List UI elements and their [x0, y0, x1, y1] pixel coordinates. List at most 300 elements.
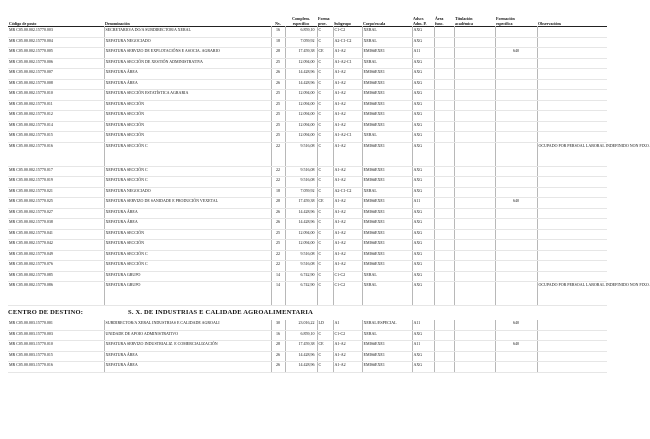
- header-area: Área func.: [435, 16, 444, 26]
- table-row: [8, 58, 607, 69]
- cell-nivel: 22: [271, 166, 285, 177]
- cell-corpo: EMIS#EXE1: [362, 166, 412, 177]
- table-row: [8, 198, 607, 209]
- table-row: [8, 132, 607, 143]
- cell-forma: CE: [317, 341, 333, 352]
- cell-titulacion: [454, 229, 495, 240]
- cell-area: [434, 261, 454, 272]
- cell-forma: C: [317, 69, 333, 80]
- cell-formacion: 640: [495, 341, 537, 352]
- cell-nivel: 30: [271, 320, 285, 330]
- cell-adscricion: AXG: [412, 229, 434, 240]
- cell-corpo: EMIS#EXE1: [362, 362, 412, 373]
- cell-codigo: MR C05.00.002.15770.042: [8, 240, 104, 251]
- cell-corpo: EMIS#EXE1: [362, 219, 412, 230]
- cell-titulacion: [454, 198, 495, 209]
- cell-formacion: [495, 208, 537, 219]
- cell-corpo: EMIS#EXE1: [362, 208, 412, 219]
- cell-denominacion: XEFATURA SECCIÓN: [104, 229, 271, 240]
- cell-corpo: EMIS#EXE1: [362, 90, 412, 101]
- cell-corpo: EMIS#EXE1: [362, 240, 412, 251]
- cell-subgrupo: A1: [333, 320, 362, 330]
- cell-codigo: MR C05.00.002.15770.011: [8, 100, 104, 111]
- cell-titulacion: [454, 48, 495, 59]
- cell-codigo: MR C05.00.002.15770.085: [8, 271, 104, 282]
- cell-forma: C: [317, 79, 333, 90]
- cell-formacion: [495, 362, 537, 373]
- cell-denominacion: XEFATURA SERVIZO DE EXPLOTACIÓNS E ASOCIA. AGRARIO: [104, 48, 271, 59]
- cell-area: [434, 320, 454, 330]
- cell-adscricion: AXG: [412, 351, 434, 362]
- cell-formacion: [495, 111, 537, 122]
- cell-area: [434, 69, 454, 80]
- cell-forma: LD: [317, 320, 333, 330]
- table-row: [8, 320, 607, 330]
- cell-observacions: [537, 90, 607, 101]
- cell-area: [434, 27, 454, 38]
- cell-titulacion: [454, 330, 495, 341]
- cell-observacions: [537, 198, 607, 209]
- cell-codigo: MR C05.00.002.15770.008: [8, 79, 104, 90]
- cell-area: [434, 351, 454, 362]
- cell-subgrupo: C1-C2: [333, 330, 362, 341]
- cell-complemento: 23.016,22: [285, 320, 317, 330]
- cell-corpo: XERAL: [362, 282, 412, 306]
- cell-observacions: [537, 121, 607, 132]
- cell-complemento: 17.459,38: [285, 48, 317, 59]
- cell-formacion: [495, 132, 537, 143]
- posts-table-bottom: [8, 320, 607, 373]
- centro-destino-heading: [8, 306, 607, 320]
- cell-denominacion: XEFATURA ÁREA: [104, 219, 271, 230]
- cell-formacion: 640: [495, 48, 537, 59]
- cell-codigo: MR C05.00.002.15770.086: [8, 282, 104, 306]
- header-observacions: Observacións: [538, 21, 562, 26]
- cell-complemento: 7.059,92: [285, 187, 317, 198]
- cell-nivel: 25: [271, 121, 285, 132]
- header-complemento: Complem. específico: [292, 16, 310, 26]
- cell-nivel: 26: [271, 219, 285, 230]
- cell-adscricion: AXG: [412, 166, 434, 177]
- cell-formacion: [495, 187, 537, 198]
- cell-titulacion: [454, 142, 495, 166]
- cell-subgrupo: A1-A2: [333, 166, 362, 177]
- header-forma: Forma prov.: [318, 16, 330, 26]
- cell-complemento: 12.094,00: [285, 240, 317, 251]
- cell-titulacion: [454, 187, 495, 198]
- cell-adscricion: AXG: [412, 250, 434, 261]
- cell-complemento: 14.428,96: [285, 79, 317, 90]
- cell-observacions: [537, 48, 607, 59]
- cell-corpo: XERAL/ESPECIAL: [362, 320, 412, 330]
- cell-formacion: [495, 250, 537, 261]
- cell-complemento: 14.428,96: [285, 362, 317, 373]
- table-row: [8, 261, 607, 272]
- cell-subgrupo: C1-C2: [333, 27, 362, 38]
- cell-complemento: 14.428,96: [285, 351, 317, 362]
- cell-denominacion: XEFATURA SERVIZO DE SANIDADE E PRODUCIÓN VEXETAL: [104, 198, 271, 209]
- cell-codigo: MR C05.00.003.15770.015: [8, 351, 104, 362]
- cell-denominacion: XEFATURA GRUPO: [104, 271, 271, 282]
- cell-formacion: [495, 121, 537, 132]
- cell-nivel: 18: [271, 187, 285, 198]
- cell-observacions: [537, 240, 607, 251]
- cell-subgrupo: A2-C1-C2: [333, 187, 362, 198]
- cell-nivel: 22: [271, 142, 285, 166]
- table-row: [8, 48, 607, 59]
- cell-area: [434, 219, 454, 230]
- cell-titulacion: [454, 320, 495, 330]
- cell-corpo: XERAL: [362, 58, 412, 69]
- cell-subgrupo: A1-A2: [333, 111, 362, 122]
- cell-forma: C: [317, 132, 333, 143]
- cell-observacions: [537, 79, 607, 90]
- cell-observacions: [537, 330, 607, 341]
- cell-observacions: [537, 271, 607, 282]
- cell-corpo: EMIS#EXE1: [362, 100, 412, 111]
- cell-codigo: MR C05.00.002.15770.027: [8, 208, 104, 219]
- cell-denominacion: XEFATURA ÁREA: [104, 362, 271, 373]
- cell-area: [434, 121, 454, 132]
- cell-titulacion: [454, 79, 495, 90]
- cell-nivel: 28: [271, 198, 285, 209]
- cell-nivel: 16: [271, 330, 285, 341]
- cell-titulacion: [454, 132, 495, 143]
- cell-titulacion: [454, 27, 495, 38]
- cell-adscricion: AXG: [412, 261, 434, 272]
- cell-denominacion: SECRETARIO/A DO/A SUBDIRECTOR/A XERAL: [104, 27, 271, 38]
- cell-titulacion: [454, 351, 495, 362]
- cell-nivel: 28: [271, 341, 285, 352]
- table-row: [8, 250, 607, 261]
- cell-observacions: [537, 208, 607, 219]
- cell-observacions: [537, 177, 607, 188]
- cell-titulacion: [454, 208, 495, 219]
- cell-formacion: [495, 282, 537, 306]
- cell-nivel: 22: [271, 250, 285, 261]
- cell-codigo: MR C05.00.002.15770.005: [8, 48, 104, 59]
- cell-subgrupo: A1-A2-C1: [333, 58, 362, 69]
- cell-denominacion: XEFATURA GRUPO: [104, 282, 271, 306]
- cell-formacion: [495, 229, 537, 240]
- cell-adscricion: AXG: [412, 79, 434, 90]
- table-row: [8, 166, 607, 177]
- cell-area: [434, 282, 454, 306]
- cell-forma: C: [317, 37, 333, 48]
- cell-codigo: MR C05.00.002.15770.021: [8, 187, 104, 198]
- cell-nivel: 25: [271, 90, 285, 101]
- cell-formacion: [495, 27, 537, 38]
- cell-denominacion: XEFATURA SECCIÓN C: [104, 166, 271, 177]
- cell-corpo: XERAL: [362, 37, 412, 48]
- cell-denominacion: XEFATURA SECCIÓN C: [104, 261, 271, 272]
- cell-denominacion: XEFATURA NEGOCIADO: [104, 187, 271, 198]
- cell-titulacion: [454, 261, 495, 272]
- cell-codigo: MR C05.00.003.15770.001: [8, 320, 104, 330]
- cell-nivel: 14: [271, 282, 285, 306]
- cell-forma: C: [317, 187, 333, 198]
- cell-corpo: XERAL: [362, 330, 412, 341]
- cell-codigo: MR C05.00.002.15770.076: [8, 261, 104, 272]
- cell-complemento: 14.428,96: [285, 69, 317, 80]
- cell-complemento: 9.516,08: [285, 250, 317, 261]
- cell-complemento: 14.428,96: [285, 208, 317, 219]
- table-row: [8, 282, 607, 306]
- cell-titulacion: [454, 37, 495, 48]
- cell-subgrupo: A1-A2: [333, 341, 362, 352]
- cell-forma: C: [317, 100, 333, 111]
- cell-corpo: EMIS#EXE1: [362, 177, 412, 188]
- cell-formacion: [495, 240, 537, 251]
- cell-corpo: EMIS#EXE1: [362, 351, 412, 362]
- cell-formacion: 640: [495, 198, 537, 209]
- cell-observacions: [537, 250, 607, 261]
- cell-area: [434, 79, 454, 90]
- cell-area: [434, 250, 454, 261]
- cell-observacions: [537, 111, 607, 122]
- cell-area: [434, 132, 454, 143]
- cell-formacion: [495, 177, 537, 188]
- table-row: [8, 341, 607, 352]
- cell-formacion: 640: [495, 320, 537, 330]
- cell-area: [434, 166, 454, 177]
- cell-complemento: 9.516,08: [285, 142, 317, 166]
- cell-nivel: 22: [271, 261, 285, 272]
- cell-complemento: 6.859,10: [285, 330, 317, 341]
- cell-corpo: EMIS#EXE1: [362, 250, 412, 261]
- cell-denominacion: XEFATURA SECCIÓN C: [104, 177, 271, 188]
- cell-denominacion: XEFATURA ÁREA: [104, 69, 271, 80]
- cell-denominacion: XEFATURA SECCIÓN: [104, 240, 271, 251]
- cell-nivel: 26: [271, 69, 285, 80]
- cell-formacion: [495, 219, 537, 230]
- table-row: [8, 187, 607, 198]
- cell-observacions: [537, 187, 607, 198]
- cell-adscricion: AXG: [412, 111, 434, 122]
- cell-adscricion: AXG: [412, 58, 434, 69]
- cell-adscricion: AXG: [412, 100, 434, 111]
- cell-subgrupo: A1-A2: [333, 142, 362, 166]
- header-formacion: Formación específica: [496, 16, 515, 26]
- cell-observacions: [537, 219, 607, 230]
- cell-codigo: MR C05.00.002.15770.017: [8, 166, 104, 177]
- cell-denominacion: XEFATURA SECCIÓN: [104, 100, 271, 111]
- cell-area: [434, 362, 454, 373]
- cell-complemento: 12.094,00: [285, 121, 317, 132]
- cell-subgrupo: A1-A2: [333, 90, 362, 101]
- cell-observacions: [537, 351, 607, 362]
- cell-codigo: MR C05.00.003.15770.003: [8, 330, 104, 341]
- cell-denominacion: UNIDADE DE APOIO ADMINISTRATIVO: [104, 330, 271, 341]
- header-denominacion: Denominación: [105, 21, 130, 26]
- cell-observacions: OCUPADO POR PERSOAL LABORAL INDEFINIDO NON FIXO.: [537, 282, 607, 306]
- table-row: [8, 330, 607, 341]
- cell-forma: C: [317, 271, 333, 282]
- cell-denominacion: XEFATURA ÁREA: [104, 351, 271, 362]
- table-body-top: [8, 27, 650, 306]
- cell-nivel: 25: [271, 58, 285, 69]
- cell-adscricion: AXG: [412, 208, 434, 219]
- header-corpo: Corpo/escala: [363, 21, 386, 26]
- cell-corpo: EMIS#EXE1: [362, 69, 412, 80]
- cell-corpo: XERAL: [362, 271, 412, 282]
- cell-codigo: MR C05.00.003.15770.016: [8, 362, 104, 373]
- table-row: [8, 37, 607, 48]
- cell-area: [434, 90, 454, 101]
- cell-codigo: MR C05.00.002.15770.012: [8, 111, 104, 122]
- cell-area: [434, 229, 454, 240]
- cell-complemento: 12.094,00: [285, 229, 317, 240]
- cell-nivel: 26: [271, 351, 285, 362]
- cell-complemento: 6.742,90: [285, 271, 317, 282]
- cell-area: [434, 240, 454, 251]
- cell-area: [434, 187, 454, 198]
- cell-adscricion: AXG: [412, 219, 434, 230]
- cell-codigo: MR C05.00.002.15770.016: [8, 142, 104, 166]
- table-row: [8, 240, 607, 251]
- cell-observacions: [537, 27, 607, 38]
- cell-area: [434, 37, 454, 48]
- cell-denominacion: XEFATURA ÁREA: [104, 208, 271, 219]
- cell-area: [434, 142, 454, 166]
- cell-forma: C: [317, 121, 333, 132]
- cell-subgrupo: A1-A2: [333, 121, 362, 132]
- cell-titulacion: [454, 100, 495, 111]
- cell-titulacion: [454, 90, 495, 101]
- cell-complemento: 12.094,00: [285, 132, 317, 143]
- cell-observacions: [537, 100, 607, 111]
- cell-adscricion: AXG: [412, 362, 434, 373]
- cell-corpo: XERAL: [362, 187, 412, 198]
- cell-adscricion: AXG: [412, 69, 434, 80]
- cell-titulacion: [454, 250, 495, 261]
- cell-forma: C: [317, 250, 333, 261]
- cell-forma: C: [317, 261, 333, 272]
- cell-complemento: 12.094,00: [285, 90, 317, 101]
- table-row: [8, 351, 607, 362]
- cell-formacion: [495, 351, 537, 362]
- cell-area: [434, 341, 454, 352]
- cell-titulacion: [454, 177, 495, 188]
- cell-adscricion: AXG: [412, 282, 434, 306]
- cell-subgrupo: A1-A2-C1: [333, 132, 362, 143]
- cell-denominacion: SUBDIRECTOR/A XERAL INDUSTRIAS E CALIDADE AGROALI: [104, 320, 271, 330]
- cell-denominacion: XEFATURA SERVIZO INDUSTRIALIZ. E COMERCIALIZACIÓN: [104, 341, 271, 352]
- cell-nivel: 26: [271, 362, 285, 373]
- cell-complemento: 6.859,10: [285, 27, 317, 38]
- cell-codigo: MR C05.00.002.15770.007: [8, 69, 104, 80]
- cell-forma: C: [317, 58, 333, 69]
- cell-adscricion: AXG: [412, 330, 434, 341]
- cell-codigo: MR C05.00.002.15770.038: [8, 219, 104, 230]
- cell-adscricion: AXG: [412, 187, 434, 198]
- cell-forma: C: [317, 219, 333, 230]
- cell-adscricion: A11: [412, 48, 434, 59]
- header-codigo: Código de posto: [9, 21, 37, 26]
- cell-formacion: [495, 142, 537, 166]
- table-row: [8, 271, 607, 282]
- cell-corpo: EMIS#EXE1: [362, 48, 412, 59]
- cell-complemento: 7.059,92: [285, 37, 317, 48]
- header-subgrupo: Subgrupo: [334, 21, 351, 26]
- cell-subgrupo: A1-A2: [333, 48, 362, 59]
- cell-observacions: OCUPADO POR PERSOAL LABORAL INDEFINIDO NON FIXO.: [537, 142, 607, 166]
- cell-titulacion: [454, 240, 495, 251]
- cell-forma: C: [317, 111, 333, 122]
- cell-adscricion: AXG: [412, 271, 434, 282]
- cell-complemento: 17.459,38: [285, 341, 317, 352]
- cell-forma: C: [317, 27, 333, 38]
- table-row: [8, 362, 607, 373]
- table-row: [8, 177, 607, 188]
- header-titulacion: Titulación académica: [455, 16, 473, 26]
- cell-nivel: 25: [271, 100, 285, 111]
- cell-codigo: MR C05.00.002.15770.003: [8, 27, 104, 38]
- table-row: [8, 27, 607, 38]
- header-nivel: Nv.: [275, 21, 281, 26]
- cell-formacion: [495, 90, 537, 101]
- cell-forma: C: [317, 177, 333, 188]
- cell-area: [434, 58, 454, 69]
- cell-denominacion: XEFATURA SECCIÓN: [104, 111, 271, 122]
- cell-nivel: 26: [271, 208, 285, 219]
- centro-destino-value: S. X. DE INDUSTRIAS E CALIDADE AGROALIMENTARIA: [128, 309, 313, 316]
- cell-area: [434, 177, 454, 188]
- cell-forma: C: [317, 90, 333, 101]
- cell-complemento: 14.428,96: [285, 219, 317, 230]
- cell-denominacion: XEFATURA SECCIÓN ESTATÍSTICA AGRARIA: [104, 90, 271, 101]
- cell-corpo: EMIS#EXE1: [362, 261, 412, 272]
- cell-complemento: 12.094,00: [285, 111, 317, 122]
- cell-nivel: 18: [271, 37, 285, 48]
- cell-forma: C: [317, 142, 333, 166]
- cell-subgrupo: A1-A2: [333, 351, 362, 362]
- cell-codigo: MR C05.00.002.15770.014: [8, 121, 104, 132]
- cell-codigo: MR C05.00.002.15770.015: [8, 132, 104, 143]
- table-row: [8, 229, 607, 240]
- cell-forma: C: [317, 282, 333, 306]
- cell-subgrupo: A2-C1-C2: [333, 37, 362, 48]
- cell-corpo: EMIS#EXE1: [362, 198, 412, 209]
- table-header-row: [8, 4, 607, 27]
- cell-nivel: 14: [271, 271, 285, 282]
- cell-adscricion: AXG: [412, 240, 434, 251]
- cell-codigo: MR C05.00.002.15770.010: [8, 90, 104, 101]
- cell-observacions: [537, 37, 607, 48]
- cell-forma: C: [317, 240, 333, 251]
- cell-subgrupo: A1-A2: [333, 219, 362, 230]
- table-row: [8, 208, 607, 219]
- cell-nivel: 25: [271, 240, 285, 251]
- cell-nivel: 16: [271, 27, 285, 38]
- cell-codigo: MR C05.00.002.15770.006: [8, 58, 104, 69]
- cell-formacion: [495, 37, 537, 48]
- cell-titulacion: [454, 362, 495, 373]
- cell-nivel: 28: [271, 48, 285, 59]
- cell-area: [434, 330, 454, 341]
- cell-formacion: [495, 271, 537, 282]
- table-body-bottom: [8, 320, 607, 372]
- cell-denominacion: XEFATURA SECCIÓN C: [104, 142, 271, 166]
- cell-nivel: 26: [271, 79, 285, 90]
- cell-denominacion: XEFATURA ÁREA: [104, 79, 271, 90]
- cell-nivel: 25: [271, 111, 285, 122]
- cell-codigo: MR C05.00.002.15770.025: [8, 198, 104, 209]
- cell-nivel: 25: [271, 132, 285, 143]
- cell-formacion: [495, 58, 537, 69]
- cell-complemento: 6.742,90: [285, 282, 317, 306]
- cell-adscricion: A11: [412, 341, 434, 352]
